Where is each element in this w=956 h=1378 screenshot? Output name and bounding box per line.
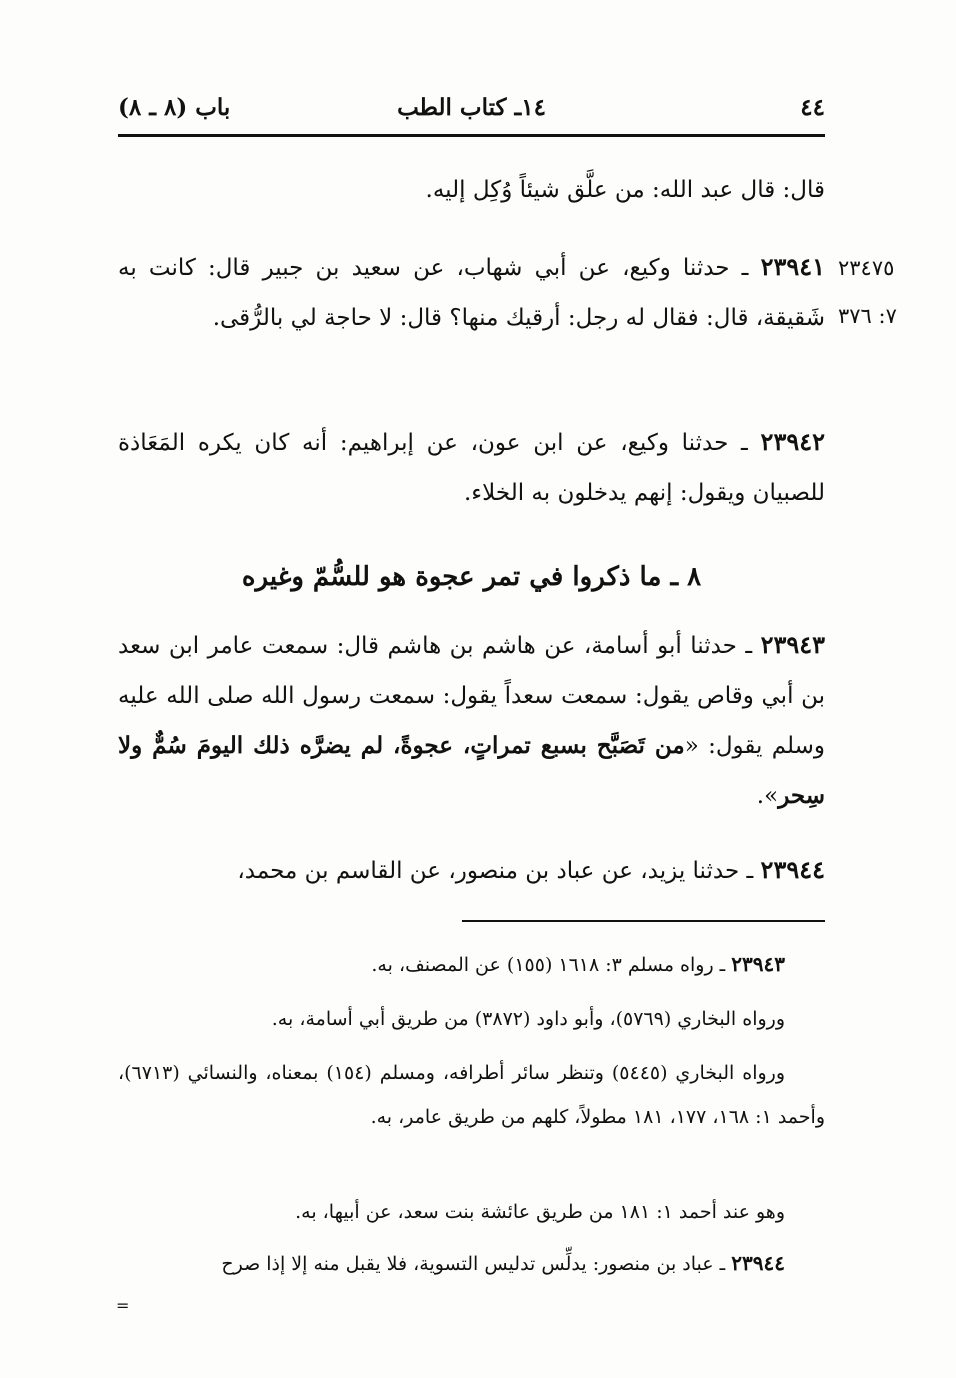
footnote-23944	[118, 1241, 825, 1286]
chapter-reference: باب (٨ ـ ٨)	[118, 94, 231, 121]
hadith-number: ٢٣٩٤٤	[760, 855, 825, 884]
margin-reference: ٢٣٤٧٥	[838, 256, 895, 280]
hadith-text: ـ حدثنا وكيع، عن أبي شهاب، عن سعيد بن جبير قال: كانت به شَقيقة، قال: فقال له رجل: أرقيك منها؟ قال: لا حاجة لي بالرُّقى.	[118, 255, 825, 331]
footnote-line: ورواه البخاري (٥٧٦٩)، وأبو داود (٣٨٧٢) من طريق أبي أسامة، به.	[271, 1008, 785, 1030]
hadith-text: ـ حدثنا وكيع، عن ابن عون، عن إبراهيم: أنه كان يكره المَعَاذة للصبيان ويقول: إنهم يدخلون به الخلاء.	[118, 430, 825, 506]
footnote-text: ـ عباد بن منصور: يدلِّس تدليس التسوية، فلا يقبل منه إلا إذا صرح	[221, 1253, 726, 1275]
footnote-line: وهو عند أحمد ١: ١٨١ من طريق عائشة بنت سعد، عن أبيها، به.	[295, 1201, 785, 1223]
page-number: ٤٤	[800, 94, 825, 121]
footnote-text: ـ رواه مسلم ٣: ١٦١٨ (١٥٥) عن المصنف، به.	[371, 954, 726, 976]
footnote-23943	[118, 942, 825, 987]
quote-close: ».	[756, 783, 779, 809]
hadith-text: ـ حدثنا يزيد، عن عباد بن منصور، عن القاسم بن محمد،	[237, 858, 754, 884]
margin-reference: ٧: ٣٧٦	[838, 304, 897, 328]
header-rule	[118, 134, 825, 137]
footnote-separator	[462, 920, 825, 922]
footnote-line: ورواه البخاري (٥٤٤٥) وتنظر سائر أطرافه، ومسلم (١٥٤) بمعناه، والنسائي (٦٧١٣)، وأحمد ١: ١٦٨، ١٧٧، ١٨١ مطولاً، كلهم من طريق عامر، به.	[118, 1062, 825, 1128]
paragraph-intro	[118, 165, 825, 215]
page-header	[118, 88, 825, 128]
hadith-number: ٢٣٩٤٣	[760, 630, 826, 659]
hadith-23944	[118, 845, 825, 896]
hadith-23942	[118, 417, 825, 518]
continuation-mark: =	[116, 1296, 130, 1315]
hadith-quote: من تَصَبَّح بسبع تمراتٍ، عجوةً، لم يضرَّه ذلك اليومَ سُمٌّ ولا سِحر	[118, 732, 825, 809]
section-heading: ٨ ـ ما ذكروا في تمر عجوة هو للسُّمّ وغيره	[241, 562, 702, 592]
hadith-number: ٢٣٩٤٢	[760, 427, 825, 456]
hadith-23941	[118, 242, 825, 343]
hadith-number: ٢٣٩٤١	[760, 252, 826, 281]
hadith-23943	[118, 620, 825, 821]
book-title: ١٤ـ كتاب الطب	[397, 94, 546, 121]
hadith-text: ـ حدثنا أبو أسامة، عن هاشم بن هاشم قال: سمعت عامر ابن سعد بن أبي وقاص يقول: سمعت سعداً يقول: سمعت رسول الله صلى الله عليه وسلم يقول: «	[118, 633, 826, 759]
footnote-number: ٢٣٩٤٣	[731, 952, 785, 976]
paragraph-text: قال: قال عبد الله: من علَّق شيئاً وُكِل إليه.	[425, 177, 825, 203]
footnote-number: ٢٣٩٤٤	[731, 1251, 785, 1275]
